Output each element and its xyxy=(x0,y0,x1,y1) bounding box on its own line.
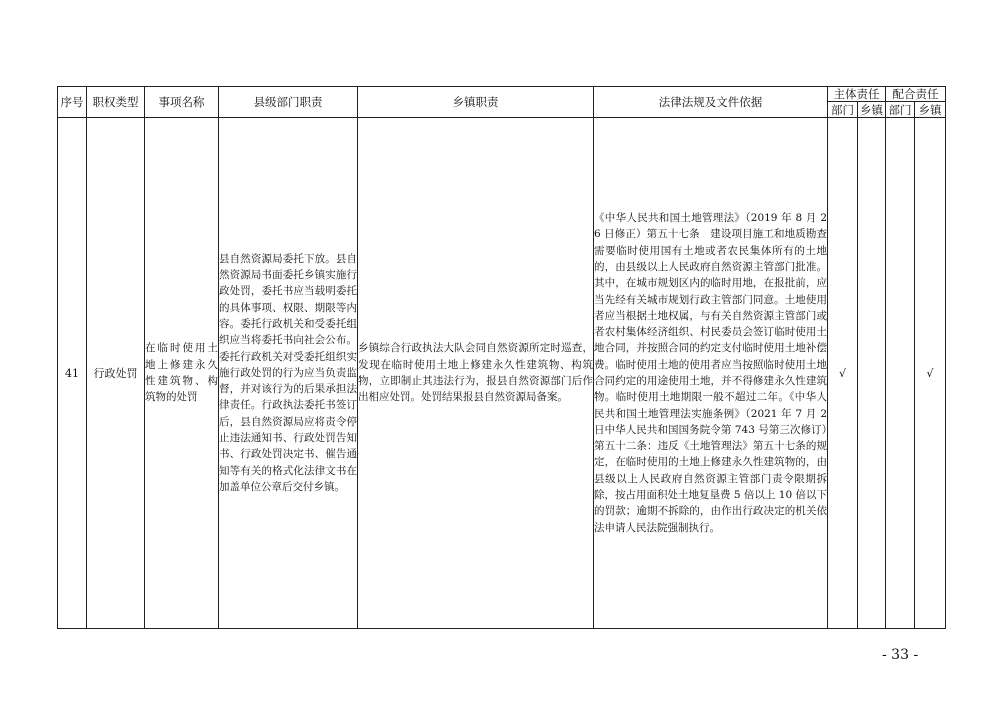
header-power-type: 职权类型 xyxy=(87,87,145,118)
header-town-duty: 乡镇职责 xyxy=(358,87,594,118)
header-main-responsibility: 主体责任 xyxy=(828,87,886,102)
header-seq: 序号 xyxy=(58,87,87,118)
header-coop-responsibility: 配合责任 xyxy=(886,87,946,102)
header-main-town: 乡镇 xyxy=(858,102,886,118)
row-main-town-check xyxy=(858,118,886,629)
header-county-duty: 县级部门职责 xyxy=(219,87,358,118)
row-county-duty xyxy=(219,118,358,629)
item-name-text: 在临时使用土地上修建永久性建筑物、构筑物的处罚 xyxy=(145,342,218,404)
row-item-name xyxy=(145,118,219,629)
town-duty-text: 乡镇综合行政执法大队会同自然资源所定时巡查，发现在临时使用土地上修建永久性建筑物、构筑物，立即制止其违法行为，报县自然资源部门后作出相应处罚。处罚结果报县自然资源局备案。 xyxy=(358,342,593,404)
header-main-dept: 部门 xyxy=(828,102,858,118)
row-main-dept-check: √ xyxy=(828,118,858,629)
row-town-duty xyxy=(358,118,594,629)
header-legal-basis: 法律法规及文件依据 xyxy=(594,87,828,118)
row-coop-town-check: √ xyxy=(915,118,946,629)
row-seq: 41 xyxy=(58,118,87,629)
row-coop-dept-check xyxy=(886,118,915,629)
duty-table xyxy=(57,86,946,629)
header-coop-dept: 部门 xyxy=(886,102,915,118)
header-coop-town: 乡镇 xyxy=(915,102,946,118)
legal-basis-text: 《中华人民共和国土地管理法》（2019 年 8 月 26 日修正）第五十七条 建设项目施工和地质勘查需要临时使用国有土地或者农民集体所有的土地的，由县级以上人民政府自然资源主管部门批准。其中，在城市规划区内的临时用地，在报批前，应当先经有关城市规划行政主管部门同意。土地使用者应当根据土地权属，与有关自然资源主管部门或者农村集体经济组织、村民委员会签订临时使用土地合同，并按照合同的约定支付临时使用土地补偿费。临时使用土地的使用者应当按照临时使用土地合同约定的用途使用土地，并不得修建永久性建筑物。临时使用土地期限一般不超过二年。《中华人民共和国土地管理法实施条例》（2021 年 7 月 2 日中华人民共和国国务院令第 743 号第三次修订）第五十二条：违反《土地管理法》第五十七条的规定，在临时使用的土地上修建永久性建筑物的，由县级以上人民政府自然资源主管部门责令限期拆除，按占用面积处土地复垦费 5 倍以上 10 倍以下的罚款；逾期不拆除的，由作出行政决定的机关依法申请人民法院强制执行。 xyxy=(594,212,827,534)
table-row xyxy=(58,118,946,629)
county-duty-text: 县自然资源局委托下放。县自然资源局书面委托乡镇实施行政处罚，委托书应当载明委托的具体事项、权限、期限等内容。委托行政机关和受委托组织应当将委托书向社会公布。委托行政机关对受委托组织实施行政处罚的行为应当负责监督，并对该行为的后果承担法律责任。行政执法委托书签订后，县自然资源局应将责令停止违法通知书、行政处罚告知书、行政处罚决定书、催告通知等有关的格式化法律文书在加盖单位公章后交付乡镇。 xyxy=(219,252,357,493)
row-legal-basis xyxy=(594,118,828,629)
page-number: - 33 - xyxy=(882,647,919,663)
row-power-type: 行政处罚 xyxy=(87,118,145,629)
header-item-name: 事项名称 xyxy=(145,87,219,118)
